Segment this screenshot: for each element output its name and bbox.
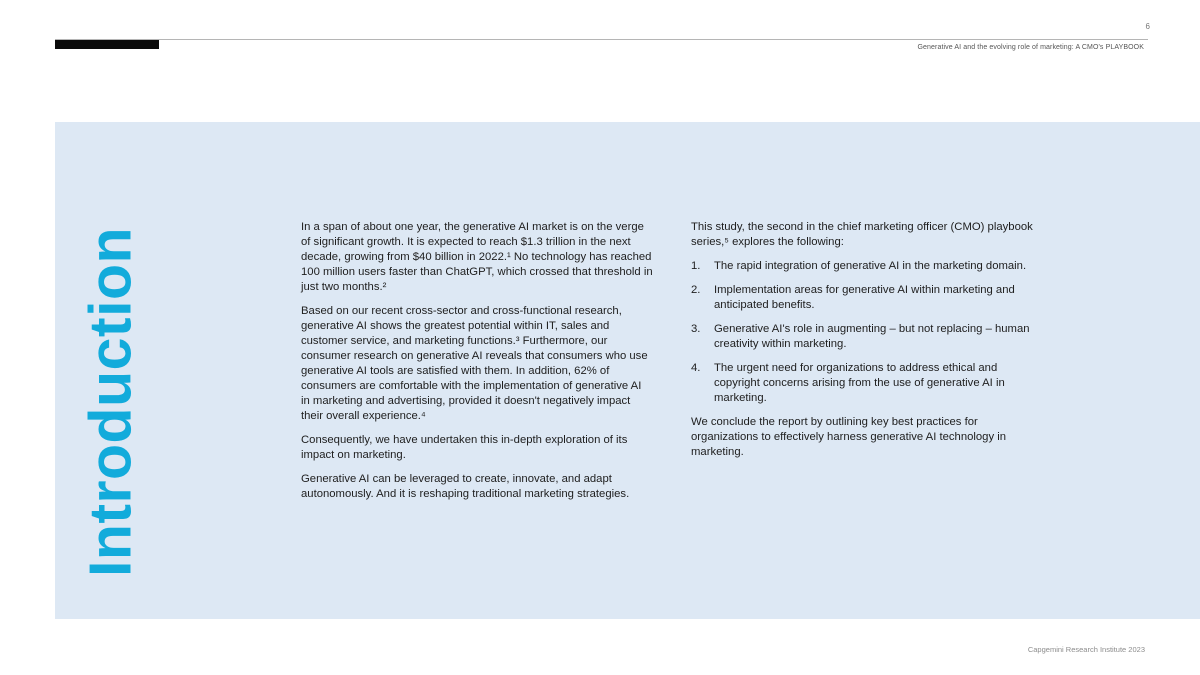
topics-list	[691, 259, 1043, 406]
list-number: 1.	[691, 260, 701, 272]
paragraph: Generative AI can be leveraged to create, innovate, and adapt autonomously. And it is reshaping traditional marketing strategies.	[301, 473, 630, 500]
list-number: 3.	[691, 323, 701, 335]
list-text: The rapid integration of generative AI in the marketing domain.	[714, 260, 1027, 272]
list-item	[691, 259, 1043, 274]
list-number: 2.	[691, 284, 701, 296]
footer-credit: Capgemini Research Institute 2023	[1027, 645, 1145, 654]
list-text: Implementation areas for generative AI within marketing and anticipated benefits.	[714, 284, 1015, 311]
paragraph: In a span of about one year, the generative AI market is on the verge of significant growth. It is expected to reach $1.3 trillion in the next decade, growing from $40 billion in 2022.¹ No technology has reached 100 million users faster than ChatGPT, which crossed that threshold in just two months.²	[301, 221, 653, 293]
header-accent-bar	[55, 40, 159, 49]
header-divider	[55, 39, 1148, 40]
paragraph: Based on our recent cross-sector and cross-functional research, generative AI shows the greatest potential within IT, sales and customer service, and marketing functions.³ Furthermore, our consumer research on generative AI reveals that consumers who use generative AI tools are satisfied with them. In addition, 62% of consumers are comfortable with the implementation of generative AI in marketing and advertising, provided it doesn't negatively impact their overall experience.⁴	[301, 305, 648, 422]
list-text: Generative AI's role in augmenting – but not replacing – human creativity within marketing.	[714, 323, 1030, 350]
conclusion-paragraph: We conclude the report by outlining key best practices for organizations to effectively harness generative AI technology in marketing.	[691, 416, 1007, 458]
running-header-title: Generative AI and the evolving role of marketing: A CMO's PLAYBOOK	[917, 44, 1144, 51]
study-intro: This study, the second in the chief marketing officer (CMO) playbook series,⁵ explores the following:	[691, 221, 1033, 248]
paragraph: Consequently, we have undertaken this in-depth exploration of its impact on marketing.	[301, 434, 628, 461]
list-item	[691, 322, 1043, 352]
left-text-column	[301, 220, 653, 511]
list-item	[691, 361, 1043, 406]
list-item	[691, 283, 1043, 313]
section-title: Introduction	[77, 226, 144, 578]
right-text-column	[691, 220, 1043, 469]
list-text: The urgent need for organizations to address ethical and copyright concerns arising from the use of generative AI in marketing.	[714, 362, 1005, 404]
list-number: 4.	[691, 362, 701, 374]
page-number: 6	[1145, 22, 1150, 31]
